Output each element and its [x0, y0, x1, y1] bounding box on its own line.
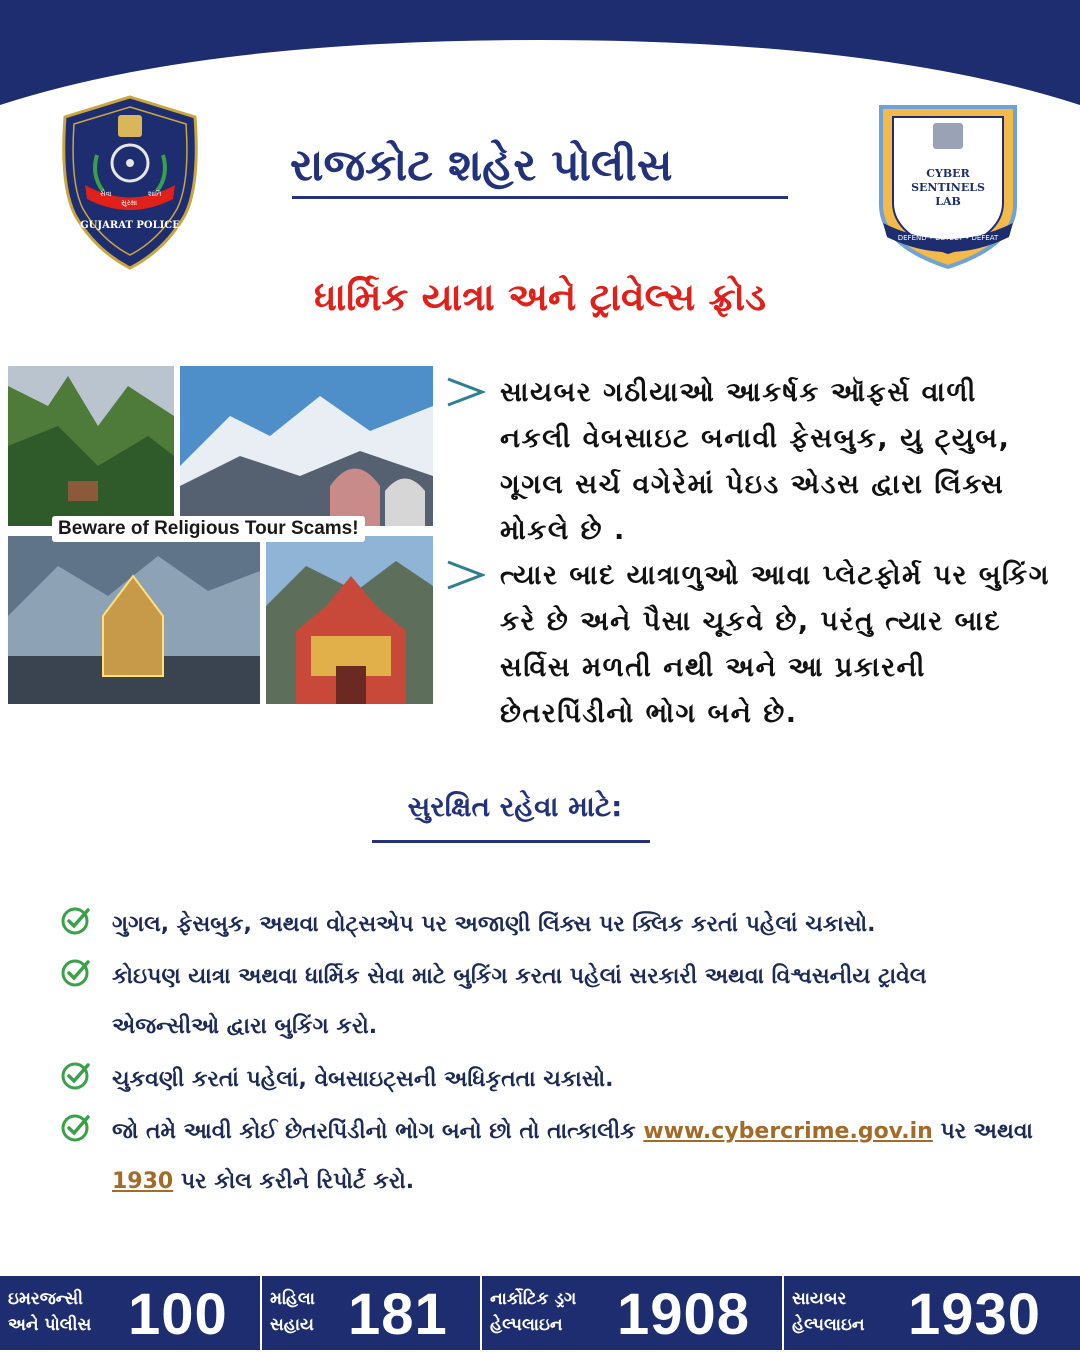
svg-text:SENTINELS: SENTINELS: [911, 181, 985, 194]
arrow-bullet-icon: [445, 559, 485, 591]
page-title: રાજકોટ શહેર પોલીસ: [290, 140, 673, 191]
svg-text:સુરક્ષા: સુરક્ષા: [121, 199, 138, 207]
helpline-label-line-2: અને પોલીસ: [8, 1315, 92, 1335]
tip-text: કોઇપણ યાત્રા અથવા ધાર્મિક સેવા માટે બુકિંગ કરતા પહેલાં સરકારી અથવા વિશ્વસનીય ટ્રાવેલ એજન્સીઓ દ્વારા બુકિંગ કરો.: [112, 964, 927, 1039]
helpline-women: [262, 1276, 482, 1350]
fraud-explanation-bullet-2: [445, 553, 1060, 743]
cyber-sentinels-lab-logo: [873, 95, 1023, 270]
helpline-label-line-2: હેલ્પલાઇન: [792, 1315, 865, 1335]
badrinath-temple-photo: [266, 536, 433, 704]
scam-warning-caption: Beware of Religious Tour Scams!: [52, 516, 365, 542]
kedarnath-temple-photo: [8, 536, 260, 704]
safety-tip-1: [60, 900, 1070, 950]
svg-text:CYBER: CYBER: [926, 167, 970, 180]
safety-tips-heading: સુરક્ષિત રહેવા માટે:: [407, 790, 623, 823]
tip-text-end: પર કોલ કરીને રિપોર્ટ કરો.: [173, 1169, 415, 1194]
helpline-cyber: [784, 1276, 1080, 1350]
mountain-valley-photo: [8, 366, 174, 526]
helpline-number[interactable]: 100: [128, 1282, 228, 1347]
bullet-text: સાયબર ગઠીયાઓ આકર્ષક ઑફર્સ વાળી નકલી વેબસાઇટ બનાવી ફેસબુક, યુ ટ્યુબ, ગૂગલ સર્ચ વગેરેમાં પેઇડ એડસ દ્વારા લિંક્સ મોકલે છે .: [500, 377, 1011, 546]
helpline-label: [792, 1286, 902, 1338]
snow-mountain-temple-photo: [180, 366, 433, 526]
svg-text:શાંતિ: શાંતિ: [148, 190, 162, 198]
tip-text-middle: પર અથવા: [932, 1119, 1033, 1144]
helpline-1930-link[interactable]: 1930: [112, 1169, 174, 1194]
check-circle-icon: [60, 904, 92, 936]
tip-text: ગુગલ, ફેસબુક, અથવા વોટ્સએપ પર અજાણી લિંક્સ પર ક્લિક કરતાં પહેલાં ચકાસો.: [112, 912, 876, 937]
svg-text:સેવા: સેવા: [100, 190, 112, 198]
helpline-label-line-1: ઇમરજન્સી: [8, 1289, 83, 1309]
svg-text:GUJARAT POLICE: GUJARAT POLICE: [80, 220, 180, 231]
safety-tip-3: [60, 1055, 1070, 1105]
safety-tip-4: [60, 1107, 1070, 1207]
helpline-label-line-1: નાર્કોટિક ડ્રગ: [490, 1289, 577, 1309]
safety-tip-2: [60, 952, 1070, 1052]
cybercrime-portal-link[interactable]: www.cybercrime.gov.in: [643, 1119, 933, 1144]
helpline-number[interactable]: 1908: [617, 1282, 751, 1347]
temple-photo-collage: [8, 366, 433, 704]
safety-heading-underline: [372, 840, 650, 843]
helpline-number[interactable]: 1930: [908, 1282, 1042, 1347]
helpline-number[interactable]: 181: [348, 1282, 448, 1347]
check-circle-icon: [60, 956, 92, 988]
arrow-bullet-icon: [445, 376, 485, 408]
helpline-emergency: [0, 1276, 262, 1350]
svg-text:LAB: LAB: [935, 195, 961, 208]
fraud-type-heading: ધાર્મિક યાત્રા અને ટ્રાવેલ્સ ફ્રોડ: [314, 275, 766, 319]
helpline-label-line-2: સહાય: [270, 1315, 314, 1335]
bullet-text: ત્યાર બાદ યાત્રાળુઓ આવા પ્લેટફોર્મ પર બુકિંગ કરે છે અને પૈસા ચૂકવે છે, પરંતુ ત્યાર બાદ સર્વિસ મળતી નથી અને આ પ્રકારની છેતરપિંડીનો ભોગ બને છે.: [500, 560, 1050, 729]
helpline-label-line-2: હેલ્પલાઇન: [490, 1315, 563, 1335]
fraud-explanation-bullet-1: [445, 370, 1060, 550]
title-underline: [292, 196, 788, 199]
svg-text:DEFEND • DETECT • DEFEAT: DEFEND • DETECT • DEFEAT: [897, 234, 999, 242]
helpline-label: [8, 1286, 118, 1338]
helpline-label: [490, 1286, 600, 1338]
tip-text: ચુકવણી કરતાં પહેલાં, વેબસાઇટ્સની અધિકૃતતા ચકાસો.: [112, 1067, 614, 1092]
helpline-footer: [0, 1276, 1080, 1350]
helpline-label-line-1: મહિલા: [270, 1289, 315, 1309]
tip-text-start: જો તમે આવી કોઈ છેતરપિંડીનો ભોગ બનો છો તો તાત્કાલીક: [112, 1119, 644, 1144]
helpline-narcotics: [482, 1276, 784, 1350]
check-circle-icon: [60, 1059, 92, 1091]
helpline-label-line-1: સાયબર: [792, 1289, 847, 1309]
tip-text: [112, 1107, 1072, 1207]
gujarat-police-logo: [55, 95, 205, 270]
check-circle-icon: [60, 1111, 92, 1143]
